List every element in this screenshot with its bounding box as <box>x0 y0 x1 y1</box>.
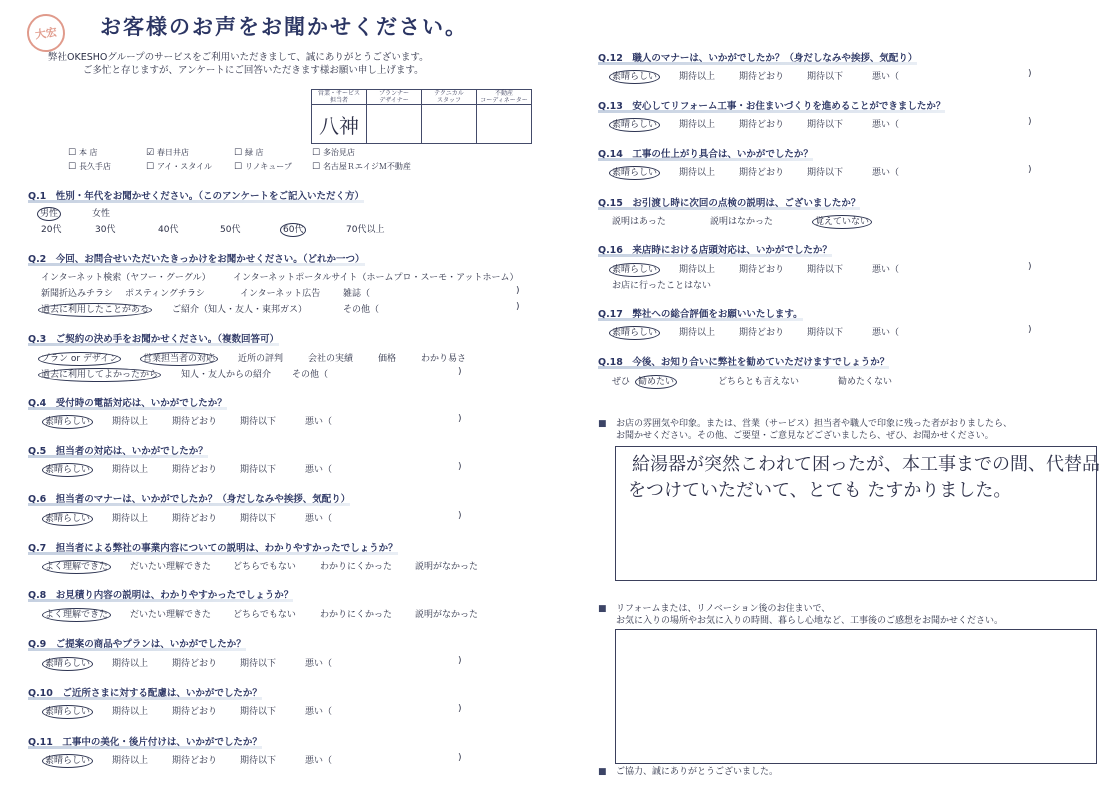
option[interactable]: その他（ <box>292 370 329 380</box>
question-title: Q.17 弊社への総合評価をお願いいたします。 <box>598 306 803 321</box>
option[interactable]: だいたい理解できた <box>130 562 212 572</box>
close-paren: ) <box>1028 117 1032 127</box>
staff-value-sales[interactable]: 八神 <box>312 105 367 144</box>
free-question-2-line2: お気に入りの場所やお気に入りの時間、暮らし心地など、工事後のご感想をお聞かせください。 <box>616 616 1004 626</box>
option[interactable]: 悪い（ <box>305 514 333 524</box>
option[interactable]: 期待以上 <box>679 265 716 275</box>
option[interactable]: 説明がなかった <box>415 610 479 620</box>
option[interactable]: 期待以下 <box>240 707 277 717</box>
free-question-2-line1: ■ リフォームまたは、リノベーション後のお住まいで、 <box>616 604 831 614</box>
close-paren: ) <box>1028 69 1032 79</box>
option-circled[interactable]: 素晴らしい <box>609 118 660 132</box>
option-circled[interactable]: プラン or デザイン <box>38 352 121 366</box>
option-circled[interactable]: 素晴らしい <box>42 657 93 671</box>
handwritten-line-2: をつけていただいて、とても たすかりました。 <box>628 480 1012 501</box>
option[interactable]: 期待どおり <box>739 120 785 130</box>
option[interactable]: 悪い（ <box>872 72 900 82</box>
option[interactable]: 期待以上 <box>679 72 716 82</box>
close-paren: ) <box>516 302 520 312</box>
staff-value-realestate[interactable] <box>477 105 532 144</box>
option[interactable]: 期待以上 <box>679 120 716 130</box>
store-checkbox[interactable]: ☐ リノキューブ <box>234 161 312 172</box>
option[interactable]: 期待以上 <box>679 328 716 338</box>
option[interactable]: 20代 <box>41 225 62 235</box>
option[interactable]: 悪い（ <box>872 168 900 178</box>
option[interactable]: どちらでもない <box>233 610 296 620</box>
staff-header: 不動産 コーディネーター <box>477 90 532 105</box>
store-checkbox[interactable]: ☐ 多治見店 <box>312 147 412 158</box>
option[interactable]: 悪い（ <box>305 707 333 717</box>
option[interactable]: わかり易さ <box>421 354 467 364</box>
option-circled[interactable]: 素晴らしい <box>609 263 660 277</box>
question-title: Q.6 担当者のマナーは、いかがでしたか？（身だしなみや挨拶、気配り） <box>28 491 350 506</box>
option[interactable]: 悪い（ <box>872 120 900 130</box>
question-title: Q.12 職人のマナーは、いかがでしたか？（身だしなみや挨拶、気配り） <box>598 50 917 65</box>
option[interactable]: インターネット広告 <box>240 289 321 299</box>
option-circled[interactable]: 素晴らしい <box>42 512 93 526</box>
option[interactable]: 期待どおり <box>739 72 785 82</box>
store-checkbox[interactable]: ☐ 名古屋ＲエイジＭ不動産 <box>312 161 412 172</box>
option-circled[interactable]: 素晴らしい <box>42 415 93 429</box>
option[interactable]: 期待以上 <box>112 417 149 427</box>
survey-title: お客様のお声をお聞かせください。 <box>100 15 468 39</box>
option[interactable]: 期待以下 <box>240 659 277 669</box>
close-paren: ) <box>1028 165 1032 175</box>
option-circled[interactable]: 過去に利用してよかったから <box>38 368 161 382</box>
option[interactable]: 近所の評判 <box>238 354 284 364</box>
option[interactable]: どちらとも言えない <box>718 377 800 387</box>
option-circled[interactable]: よく理解できた <box>42 560 111 574</box>
option[interactable]: 知人・友人からの紹介 <box>181 370 272 380</box>
store-checkbox-checked[interactable]: ☑ 春日井店 <box>146 147 234 158</box>
option-circled[interactable]: 素晴らしい <box>609 70 660 84</box>
staff-header: 営業・サービス 担当者 <box>312 90 367 105</box>
staff-header: プランナー デザイナー <box>367 90 422 105</box>
option[interactable]: 期待以下 <box>240 514 277 524</box>
intro-text <box>48 51 429 77</box>
option[interactable]: 女性 <box>92 209 111 219</box>
option[interactable]: 期待以下 <box>240 417 277 427</box>
option[interactable]: ご紹介（知人・友人・東邦ガス） <box>172 305 308 315</box>
question-title: Q.4 受付時の電話対応は、いかがでしたか？ <box>28 395 227 410</box>
option[interactable]: だいたい理解できた <box>130 610 212 620</box>
option[interactable]: 悪い（ <box>305 756 333 766</box>
staff-value-technical[interactable] <box>422 105 477 144</box>
free-question-1-line1: ■ お店の雰囲気や印象。または、営業（サービス）担当者や職人で印象に残った者がおりましたら、 <box>616 419 1013 429</box>
store-checkbox[interactable]: ☐ 緑 店 <box>234 147 312 158</box>
close-paren: ) <box>458 367 462 377</box>
option[interactable]: 悪い（ <box>872 265 900 275</box>
option[interactable]: 期待以下 <box>240 465 277 475</box>
question-title: Q.7 担当者による弊社の事業内容についての説明は、わかりやすかったでしょうか？ <box>28 540 398 555</box>
intro-line-2: ご多忙と存じますが、アンケートにご回答いただきます様お願い申し上げます。 <box>83 65 424 76</box>
free-answer-box-1[interactable] <box>615 446 1100 581</box>
option-circled[interactable]: 勧めたい <box>635 375 677 389</box>
option[interactable]: 説明がなかった <box>415 562 479 572</box>
option[interactable]: 悪い（ <box>305 465 333 475</box>
option[interactable]: 悪い（ <box>305 659 333 669</box>
option[interactable]: 期待以上 <box>112 707 149 717</box>
option[interactable]: わかりにくかった <box>320 562 393 572</box>
close-paren: ) <box>458 753 462 763</box>
option-circled[interactable]: 覚えていない <box>812 215 872 229</box>
option[interactable]: インターネット検索（ヤフー・グーグル） <box>41 273 211 283</box>
option[interactable]: 期待以下 <box>807 328 844 338</box>
close-paren: ) <box>458 462 462 472</box>
question-title: Q.11 工事中の美化・後片付けは、いかがでしたか？ <box>28 734 262 749</box>
store-checkbox[interactable]: ☐ アイ・スタイル <box>146 161 234 172</box>
staff-table <box>311 89 532 144</box>
option[interactable]: 雑誌（ <box>343 289 371 299</box>
close-paren: ) <box>458 414 462 424</box>
close-paren: ) <box>516 286 520 296</box>
store-checkboxes <box>68 147 412 172</box>
staff-header: テクニカル スタッフ <box>422 90 477 105</box>
staff-value-planner[interactable] <box>367 105 422 144</box>
option-circled[interactable]: 60代 <box>280 223 306 237</box>
option-circled[interactable]: 素晴らしい <box>609 326 660 340</box>
option[interactable]: 説明はあった <box>612 217 666 227</box>
option[interactable]: 説明はなかった <box>710 217 774 227</box>
option[interactable]: 期待以上 <box>112 465 149 475</box>
option-circled[interactable]: よく理解できた <box>42 608 111 622</box>
close-paren: ) <box>1028 262 1032 272</box>
question-title: Q.16 来店時における店頭対応は、いかがでしたか？ <box>598 242 832 257</box>
option[interactable]: ポスティングチラシ <box>125 289 205 299</box>
option[interactable]: 期待以下 <box>807 265 844 275</box>
intro-line-1: 弊社OKESHOグループのサービスをご利用いただきまして、誠にありがとうございます。 <box>48 52 429 63</box>
free-question-2 <box>616 603 1003 627</box>
option[interactable]: 期待どおり <box>172 756 218 766</box>
option[interactable]: その他（ <box>343 305 380 315</box>
option[interactable]: お店に行ったことはない <box>612 281 712 291</box>
option-circled[interactable]: 過去に利用したことがある <box>38 303 152 317</box>
free-question-1 <box>616 418 1012 442</box>
option[interactable]: 期待以下 <box>240 756 277 766</box>
option[interactable]: 40代 <box>158 225 179 235</box>
question-title: Q.5 担当者の対応は、いかがでしたか？ <box>28 443 208 458</box>
option[interactable]: 期待どおり <box>172 465 218 475</box>
option[interactable]: 30代 <box>95 225 116 235</box>
option[interactable]: 70代以上 <box>346 225 385 235</box>
question-title: Q.1 性別・年代をお聞かせください。（このアンケートをご記入いただく方） <box>28 188 364 203</box>
option[interactable]: 期待どおり <box>172 707 218 717</box>
option[interactable]: 価格 <box>378 354 397 364</box>
option[interactable]: 期待どおり <box>172 659 218 669</box>
option[interactable]: 期待以下 <box>807 120 844 130</box>
question-title: Q.18 今後、お知り合いに弊社を勧めていただけますでしょうか？ <box>598 354 889 369</box>
close-paren: ) <box>458 704 462 714</box>
option-circled[interactable]: 素晴らしい <box>42 463 93 477</box>
option-circled[interactable]: 素晴らしい <box>42 754 93 768</box>
option[interactable]: 新聞折込みチラシ <box>41 289 114 299</box>
option[interactable]: どちらでもない <box>233 562 296 572</box>
option[interactable]: 会社の実績 <box>308 354 354 364</box>
company-seal: 大宏 <box>25 12 68 55</box>
question-title: Q.3 ご契約の決め手をお聞かせください。（複数回答可） <box>28 331 279 346</box>
close-paren: ) <box>458 656 462 666</box>
close-paren: ) <box>1028 325 1032 335</box>
question-title: Q.15 お引渡し時に次回の点検の説明は、ございましたか？ <box>598 195 860 210</box>
option[interactable]: 期待以上 <box>112 756 149 766</box>
handwritten-line-1: 給湯器が突然こわれて困ったが、本工事までの間、代替品 <box>632 454 1100 475</box>
option[interactable]: 期待どおり <box>172 417 218 427</box>
free-question-1-line2: お聞かせください。その他、ご要望・ご意見などございましたら、ぜひ、お聞かせください。 <box>616 431 994 441</box>
question-title: Q.14 工事の仕上がり具合は、いかがでしたか？ <box>598 146 813 161</box>
option[interactable]: ぜひ <box>612 377 631 387</box>
option[interactable]: 悪い（ <box>872 328 900 338</box>
option[interactable]: わかりにくかった <box>320 610 393 620</box>
option-circled[interactable]: 素晴らしい <box>42 705 93 719</box>
thanks-text: ■ ご協力、誠にありがとうございました。 <box>616 766 778 778</box>
option[interactable]: 期待以下 <box>807 168 844 178</box>
question-title: Q.10 ご近所さまに対する配慮は、いかがでしたか？ <box>28 685 262 700</box>
close-paren: ) <box>458 511 462 521</box>
option[interactable]: 50代 <box>220 225 241 235</box>
option-circled[interactable]: 男性 <box>37 207 61 221</box>
option[interactable]: 期待どおり <box>739 168 785 178</box>
store-checkbox[interactable]: ☐ 本 店 <box>68 147 146 158</box>
option[interactable]: 期待どおり <box>739 265 785 275</box>
question-title: Q.13 安心してリフォーム工事・お住まいづくりを進めることができましたか？ <box>598 98 945 113</box>
option[interactable]: 期待以下 <box>807 72 844 82</box>
option[interactable]: 期待どおり <box>172 514 218 524</box>
option[interactable]: 期待以上 <box>112 659 149 669</box>
option[interactable]: 悪い（ <box>305 417 333 427</box>
option-circled[interactable]: 営業担当者の対応 <box>140 352 218 366</box>
question-title: Q.2 今回、お問合せいただいたきっかけをお聞かせください。（どれか一つ） <box>28 251 365 266</box>
free-answer-box-2[interactable] <box>615 629 1097 764</box>
option-circled[interactable]: 素晴らしい <box>609 166 660 180</box>
option[interactable]: 期待以上 <box>112 514 149 524</box>
option[interactable]: 勧めたくない <box>838 377 893 387</box>
option[interactable]: 期待どおり <box>739 328 785 338</box>
option[interactable]: インターネットポータルサイト（ホームプロ・スーモ・アットホーム） <box>233 273 519 283</box>
store-checkbox[interactable]: ☐ 長久手店 <box>68 161 146 172</box>
question-title: Q.9 ご提案の商品やプランは、いかがでしたか？ <box>28 636 246 651</box>
option[interactable]: 期待以上 <box>679 168 716 178</box>
question-title: Q.8 お見積り内容の説明は、わかりやすかったでしょうか？ <box>28 587 293 602</box>
